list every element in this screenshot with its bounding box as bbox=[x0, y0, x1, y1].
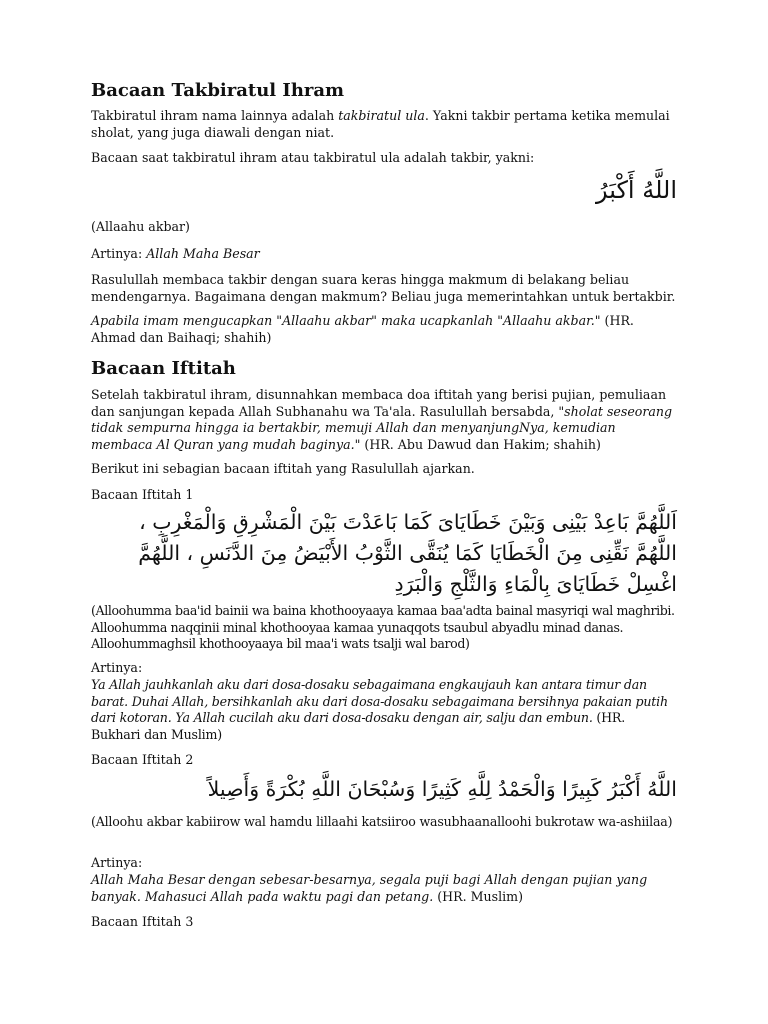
arabic-takbir: اللَّهُ أَكْبَرُ bbox=[596, 176, 677, 204]
iftitah-1-meaning-label: Artinya: bbox=[91, 660, 143, 675]
iftitah-paragraph-2: Berikut ini sebagian bacaan iftitah yang Rasulullah ajarkan. bbox=[91, 461, 475, 476]
iftitah-2-label: Bacaan Iftitah 2 bbox=[91, 752, 194, 767]
heading-takbiratul-ihram: Bacaan Takbiratul Ihram bbox=[91, 80, 345, 101]
takbir-paragraph-3: Rasulullah membaca takbir dengan suara keras hingga makmum di belakang beliau mendengarnya. Bagaimana dengan makmum? Beliau juga memerintahkan untuk bertakbir. bbox=[91, 272, 676, 304]
iftitah-2-arabic: اللَّهُ أَكْبَرُ كَبِيرًا وَالْحَمْدُ لِلَّهِ كَثِيرًا وَسُبْحَانَ اللَّهِ بُكْرَةً وَأَصِيلاً bbox=[207, 777, 677, 801]
iftitah-1-transliteration: (Alloohumma baa'id bainii wa baina khothooyaaya kamaa baa'adta bainal masyriqi wal maghribi. Alloohumma naqqinii minal khothooyaa kamaa yunaqqots tsaubul abyadlu minad danas. Alloohummaghsil khothooyaaya bil maa'i wats tsalji wal barod) bbox=[91, 603, 675, 651]
iftitah-2-meaning-label: Artinya: bbox=[91, 855, 143, 870]
iftitah-2-transliteration: (Alloohu akbar kabiirow wal hamdu lillaahi katsiiroo wasubhaanalloohi bukrotaw wa-ashiilaa) bbox=[91, 814, 673, 829]
term-takbiratul-ula: takbiratul ula bbox=[338, 108, 425, 123]
iftitah-1-meaning: Ya Allah jauhkanlah aku dari dosa-dosaku sebagaimana engkaujauh kan antara timur dan barat. Duhai Allah, bersihkanlah aku dari dosa-dosaku sebagaimana bersihnya pakaian putih dari kotoran. Ya Allah cucilah aku dari dosa-dosaku dengan air, salju dan embun. (HR. Bukhari dan Muslim) bbox=[91, 677, 668, 742]
heading-iftitah: Bacaan Iftitah bbox=[91, 358, 236, 379]
iftitah-2-meaning: Allah Maha Besar dengan sebesar-besarnya, segala puji bagi Allah dengan pujian yang banyak. Mahasuci Allah pada waktu pagi dan petang. (HR. Muslim) bbox=[91, 872, 648, 904]
takbir-paragraph-1: Takbiratul ihram nama lainnya adalah takbiratul ula. Yakni takbir pertama ketika memulai sholat, yang juga diawali dengan niat. bbox=[91, 108, 670, 140]
takbir-meaning: Artinya: Allah Maha Besar bbox=[91, 246, 260, 261]
iftitah-1-label: Bacaan Iftitah 1 bbox=[91, 487, 194, 502]
iftitah-1-arabic: اَللَّهُمَّ بَاعِدْ بَيْنِى وَبَيْنَ خَطَايَاىَ كَمَا بَاعَدْتَ بَيْنَ الْمَشْرِقِ وَالْمَغْرِبِ ، اللَّهُمَّ نَقِّنِى مِنَ الْخَطَايَا كَمَا يُنَقَّى الثَّوْبُ الأَبْيَضُ مِنَ الدَّنَسِ ، اللَّهُمَّ اغْسِلْ خَطَايَاىَ بِالْمَاءِ وَالثَّلْجِ وَالْبَرَدِ bbox=[138, 510, 677, 596]
takbir-transliteration: (Allaahu akbar) bbox=[91, 219, 190, 234]
takbir-hadith-quote: Apabila imam mengucapkan "Allaahu akbar" maka ucapkanlah "Allaahu akbar." (HR. Ahmad dan Baihaqi; shahih) bbox=[91, 313, 634, 345]
takbir-paragraph-2: Bacaan saat takbiratul ihram atau takbiratul ula adalah takbir, yakni: bbox=[91, 150, 535, 165]
iftitah-intro: Setelah takbiratul ihram, disunnahkan membaca doa iftitah yang berisi pujian, pemuliaan dan sanjungan kepada Allah Subhanahu wa Ta'ala. Rasulullah bersabda, "sholat seseorang tidak sempurna hingga ia bertakbir, memuji Allah dan menyanjungNya, kemudian membaca Al Quran yang mudah baginya." (HR. Abu Dawud dan Hakim; shahih) bbox=[91, 387, 673, 452]
iftitah-3-label: Bacaan Iftitah 3 bbox=[91, 914, 194, 929]
